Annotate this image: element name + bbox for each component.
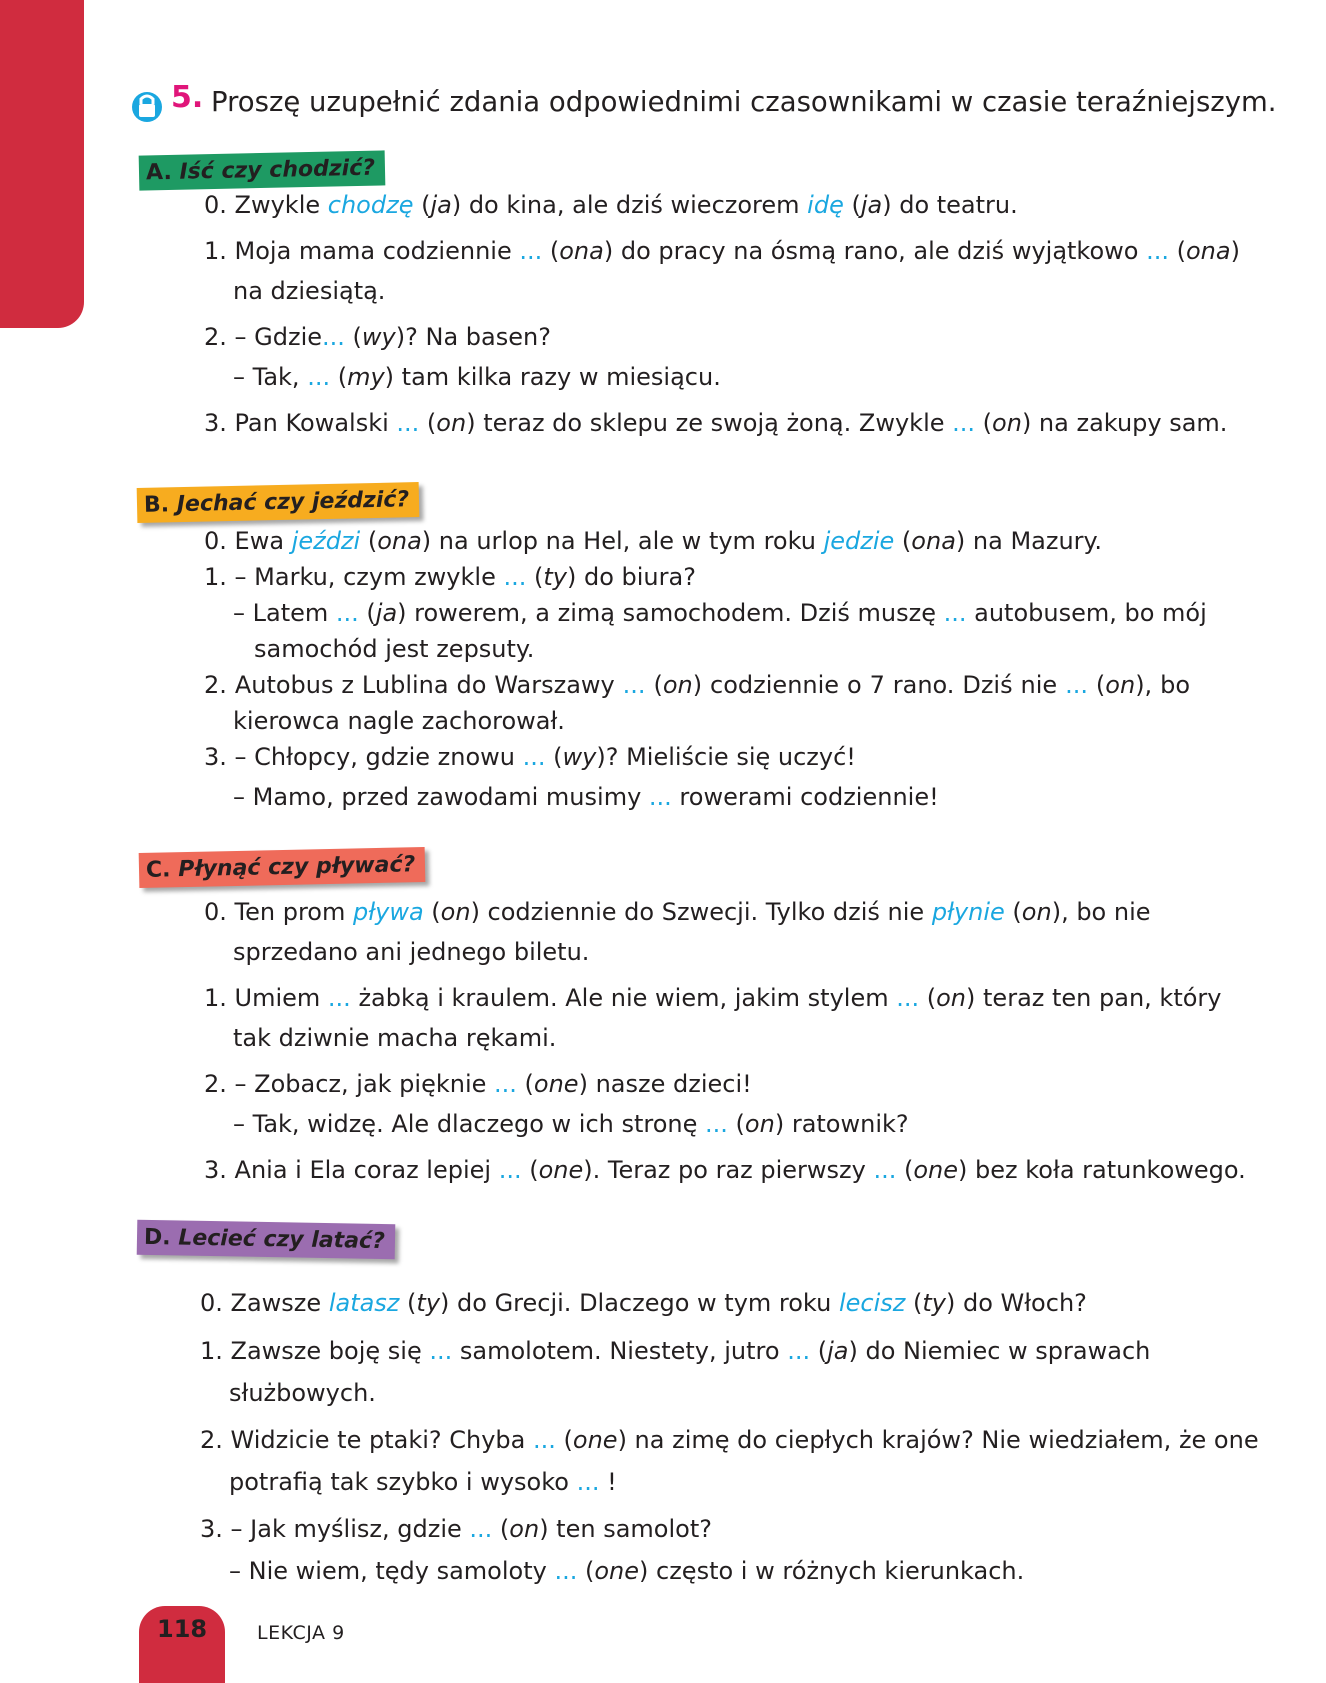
pronoun: ona	[1186, 237, 1231, 265]
pronoun: one	[533, 1070, 579, 1098]
text: )	[1230, 237, 1240, 265]
pronoun: ona	[911, 527, 956, 555]
text: (	[1004, 898, 1022, 926]
blank: ...	[943, 599, 967, 627]
section-d-letter: D.	[143, 1224, 171, 1251]
pronoun: ty	[543, 563, 567, 591]
d-line-2	[229, 1378, 376, 1408]
text: ) teraz do sklepu ze swoją żoną. Zwykle	[466, 409, 953, 437]
text: (	[423, 898, 441, 926]
text: (	[975, 409, 993, 437]
text: (	[555, 1426, 573, 1454]
text: !	[599, 1468, 617, 1496]
text: ), bo nie	[1051, 898, 1151, 926]
text: (	[919, 984, 937, 1012]
blank: ...	[622, 671, 646, 699]
d-line-0	[200, 1288, 1087, 1318]
text: (	[344, 323, 362, 351]
text: (	[330, 363, 348, 391]
answer: latasz	[328, 1289, 400, 1317]
text: ). Teraz po raz pierwszy	[583, 1156, 874, 1184]
text: – Tak,	[233, 363, 308, 391]
text: – Nie wiem, tędy samoloty	[229, 1557, 555, 1585]
section-d-title: Lecieć czy latać?	[178, 1225, 386, 1255]
text: ) nasze dzieci!	[578, 1070, 752, 1098]
blank: ...	[494, 1070, 517, 1098]
b-line-2	[233, 598, 1207, 628]
a-line-2	[233, 276, 385, 306]
text: ) na zimę do ciepłych krajów? Nie wiedziałem, że one	[617, 1426, 1259, 1454]
pronoun: ja	[827, 1337, 849, 1365]
text: ) bez koła ratunkowego.	[958, 1156, 1246, 1184]
text: 3. – Chłopcy, gdzie znowu	[204, 743, 523, 771]
text: (	[526, 563, 544, 591]
text: na dziesiątą.	[233, 277, 386, 305]
c-line-1	[233, 937, 589, 967]
section-d-label	[137, 1220, 395, 1259]
text: (	[1087, 671, 1106, 699]
a-line-1	[204, 236, 1240, 266]
text: służbowych.	[229, 1379, 376, 1407]
text: ) rowerem, a zimą samochodem. Dziś muszę	[397, 599, 944, 627]
a-line-4	[233, 362, 721, 392]
answer: jeździ	[291, 527, 361, 555]
text: ) na urlop na Hel, ale w tym roku	[421, 527, 824, 555]
c-line-2	[204, 983, 1222, 1013]
blank: ...	[469, 1515, 493, 1543]
text: ) na Mazury.	[955, 527, 1102, 555]
text: (	[727, 1110, 745, 1138]
text: (	[492, 1515, 510, 1543]
task-number: 5.	[171, 80, 204, 115]
b-line-5	[233, 706, 565, 736]
answer: idę	[807, 191, 844, 219]
text: – Latem	[233, 599, 336, 627]
text: 0. Ewa	[204, 527, 292, 555]
text: 1. Umiem	[204, 984, 328, 1012]
pronoun: on	[992, 409, 1022, 437]
text: ) do teatru.	[882, 191, 1018, 219]
text: 3. – Jak myślisz, gdzie	[200, 1515, 470, 1543]
pronoun: wy	[562, 743, 597, 771]
section-c-letter: C.	[145, 857, 171, 883]
text: (	[545, 743, 563, 771]
pronoun: ty	[416, 1289, 441, 1317]
d-line-1	[200, 1336, 1150, 1366]
text: (	[399, 1289, 417, 1317]
text: ) do kina, ale dziś wieczorem	[451, 191, 808, 219]
answer: płynie	[931, 898, 1005, 926]
text: ) do Niemiec w sprawach	[848, 1337, 1151, 1365]
section-b-letter: B.	[143, 492, 170, 518]
text: rowerami codziennie!	[671, 783, 939, 811]
blank: ...	[533, 1426, 556, 1454]
text: (	[413, 191, 431, 219]
pronoun: on	[1021, 898, 1052, 926]
pronoun: ona	[377, 527, 422, 555]
b-line-7	[233, 782, 939, 812]
blank: ...	[554, 1557, 578, 1585]
blank: ...	[522, 743, 546, 771]
a-line-3	[204, 322, 551, 352]
b-line-1	[204, 562, 696, 592]
text: (	[521, 1156, 539, 1184]
blank: ...	[1065, 671, 1088, 699]
pronoun: on	[436, 409, 467, 437]
blank: ...	[705, 1110, 728, 1138]
text: samolotem. Niestety, jutro	[452, 1337, 788, 1365]
pronoun: ja	[375, 599, 398, 627]
text: (	[810, 1337, 828, 1365]
side-tab	[0, 0, 84, 328]
text: 1. – Marku, czym zwykle	[204, 563, 504, 591]
blank: ...	[576, 1468, 600, 1496]
text: )? Mieliście się uczyć!	[596, 743, 856, 771]
answer: lecisz	[838, 1289, 906, 1317]
text: (	[843, 191, 861, 219]
text: 2. Autobus z Lublina do Warszawy	[204, 671, 623, 699]
blank: ...	[498, 1156, 522, 1184]
text: (	[516, 1070, 534, 1098]
text: ) tam kilka razy w miesiącu.	[384, 363, 721, 391]
a-line-0	[204, 190, 1018, 220]
blank: ...	[952, 409, 976, 437]
page-number: 118	[157, 1615, 208, 1643]
text: (	[1169, 237, 1186, 265]
pronoun: one	[572, 1426, 618, 1454]
answer: pływa	[352, 898, 424, 926]
c-line-4	[204, 1069, 752, 1099]
text: 2. – Zobacz, jak pięknie	[204, 1070, 495, 1098]
blank: ...	[396, 409, 420, 437]
text: ) codziennie o 7 rano. Dziś nie	[692, 671, 1066, 699]
text: 0. Zwykle	[204, 191, 328, 219]
blank: ...	[322, 323, 345, 351]
section-c-title: Płynąć czy pływać?	[177, 852, 416, 883]
text: żabką i kraulem. Ale nie wiem, jakim stylem	[350, 984, 897, 1012]
pronoun: one	[594, 1557, 640, 1585]
lesson-label: LEKCJA 9	[257, 1622, 345, 1644]
d-line-3	[200, 1425, 1259, 1455]
section-c-label	[139, 847, 426, 888]
text: potrafią tak szybko i wysoko	[229, 1468, 577, 1496]
text: samochód jest zepsuty.	[254, 635, 535, 663]
text: (	[905, 1289, 923, 1317]
text: (	[542, 237, 560, 265]
blank: ...	[519, 237, 543, 265]
section-b-title: Jechać czy jeździć?	[176, 487, 410, 518]
answer: chodzę	[327, 191, 414, 219]
text: ) do Grecji. Dlaczego w tym roku	[440, 1289, 839, 1317]
b-line-0	[204, 526, 1102, 556]
b-line-3	[254, 634, 534, 664]
answer: jedzie	[823, 527, 895, 555]
blank: ...	[873, 1156, 897, 1184]
text: (	[358, 599, 376, 627]
text: ) na zakupy sam.	[1021, 409, 1228, 437]
text: sprzedano ani jednego biletu.	[233, 938, 590, 966]
b-line-4	[204, 670, 1190, 700]
blank: ...	[327, 984, 351, 1012]
pronoun: ty	[922, 1289, 946, 1317]
text: 3. Pan Kowalski	[204, 409, 397, 437]
text: ) codziennie do Szwecji. Tylko dziś nie	[470, 898, 932, 926]
c-line-0	[204, 897, 1151, 927]
text: ) często i w różnych kierunkach.	[639, 1557, 1025, 1585]
blank: ...	[335, 599, 359, 627]
blank: ...	[787, 1337, 811, 1365]
pronoun: ona	[559, 237, 604, 265]
section-a-label	[139, 150, 386, 190]
task-icon	[130, 88, 164, 124]
text: 2. – Gdzie	[204, 323, 323, 351]
pronoun: ja	[430, 191, 452, 219]
pronoun: on	[509, 1515, 540, 1543]
pronoun: one	[913, 1156, 959, 1184]
section-a-letter: A.	[145, 159, 173, 186]
pronoun: my	[347, 363, 385, 391]
text: (	[896, 1156, 914, 1184]
blank: ...	[503, 563, 527, 591]
text: ) ten samolot?	[539, 1515, 712, 1543]
text: (	[894, 527, 912, 555]
blank: ...	[896, 984, 920, 1012]
d-line-5	[200, 1514, 712, 1544]
c-line-5	[233, 1109, 909, 1139]
pronoun: on	[662, 671, 693, 699]
text: 1. Moja mama codziennie	[204, 237, 520, 265]
c-line-3	[233, 1023, 556, 1053]
text: ) do biura?	[566, 563, 696, 591]
blank: ...	[307, 363, 331, 391]
text: ) do pracy na ósmą rano, ale dziś wyjątkowo	[603, 237, 1147, 265]
b-line-6	[204, 742, 856, 772]
text: 2. Widzicie te ptaki? Chyba	[200, 1426, 533, 1454]
task-instruction: Proszę uzupełnić zdania odpowiednimi czasownikami w czasie teraźniejszym.	[211, 86, 1277, 118]
blank: ...	[1146, 237, 1169, 265]
text: – Mamo, przed zawodami musimy	[233, 783, 649, 811]
blank: ...	[648, 783, 672, 811]
text: 0. Ten prom	[204, 898, 353, 926]
d-line-4	[229, 1467, 617, 1497]
text: (	[419, 409, 437, 437]
text: – Tak, widzę. Ale dlaczego w ich stronę	[233, 1110, 706, 1138]
blank: ...	[429, 1337, 453, 1365]
pronoun: on	[744, 1110, 775, 1138]
text: autobusem, bo mój	[966, 599, 1207, 627]
text: ) do Włoch?	[945, 1289, 1087, 1317]
a-line-5	[204, 408, 1227, 438]
text: ), bo	[1135, 671, 1191, 699]
pronoun: wy	[361, 323, 396, 351]
pronoun: ja	[860, 191, 883, 219]
section-b-label	[137, 482, 420, 523]
text: ) ratownik?	[774, 1110, 909, 1138]
text: 1. Zawsze boję się	[200, 1337, 430, 1365]
pronoun: on	[936, 984, 967, 1012]
text: ) teraz ten pan, który	[966, 984, 1222, 1012]
text: 0. Zawsze	[200, 1289, 329, 1317]
pronoun: one	[538, 1156, 584, 1184]
text: kierowca nagle zachorował.	[233, 707, 565, 735]
c-line-6	[204, 1155, 1246, 1185]
text: 3. Ania i Ela coraz lepiej	[204, 1156, 499, 1184]
text: (	[360, 527, 378, 555]
pronoun: on	[440, 898, 471, 926]
section-a-title: Iść czy chodzić?	[179, 155, 376, 185]
pronoun: on	[1105, 671, 1136, 699]
d-line-6	[229, 1556, 1024, 1586]
text: )? Na basen?	[395, 323, 551, 351]
text: (	[645, 671, 663, 699]
text: tak dziwnie macha rękami.	[233, 1024, 557, 1052]
text: (	[577, 1557, 595, 1585]
